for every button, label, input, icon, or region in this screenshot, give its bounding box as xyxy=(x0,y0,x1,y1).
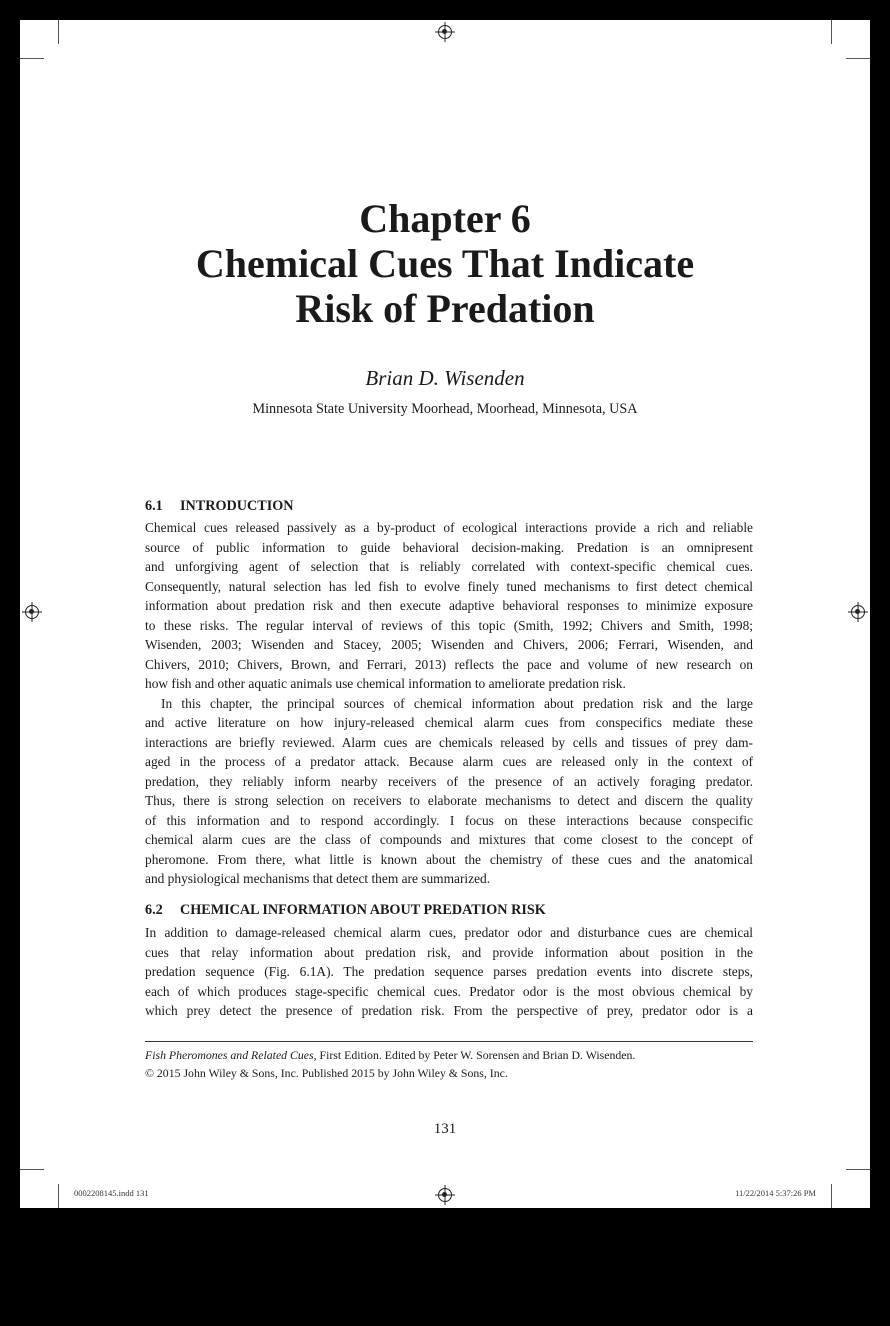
text-line: how fish and other aquatic animals use chemical information to ameliorate predation risk. xyxy=(145,676,626,691)
text-line: predation sequence (Fig. 6.1A). The predation sequence parses predation events into discrete steps, xyxy=(145,964,753,979)
text-line: In this chapter, the principal sources of chemical information about predation risk and the large xyxy=(161,695,753,711)
footnote-divider xyxy=(145,1041,753,1042)
section-number: 6.1 xyxy=(145,498,163,514)
registration-mark-icon xyxy=(438,25,452,39)
trim-mark xyxy=(846,1169,870,1170)
text-line: chemical alarm cues are the class of compounds and mixtures that come closest to the concept of xyxy=(145,832,753,847)
slug-timestamp: 11/22/2014 5:37:26 PM xyxy=(735,1188,816,1198)
slug-file-info: 0002208145.indd 131 xyxy=(74,1188,149,1198)
registration-mark-icon xyxy=(25,605,39,619)
text-line: source of public information to guide behavioral decision-making. Predation is an omnipresent xyxy=(145,539,753,555)
title-line: Chapter 6 xyxy=(359,196,531,241)
section-title: CHEMICAL INFORMATION ABOUT PREDATION RISK xyxy=(180,902,546,918)
page-number: 131 xyxy=(433,1121,457,1137)
text-line: Wisenden, 2003; Wisenden and Stacey, 2005; Wisenden and Chivers, 2006; Ferrari, Wisenden, and xyxy=(145,637,753,652)
book-page xyxy=(20,20,870,1208)
text-line: aged in the process of a predator attack. Because alarm cues are released only in the context of xyxy=(145,754,753,769)
trim-mark xyxy=(20,1169,44,1170)
text-line: interactions are briefly reviewed. Alarm cues are chemicals released by cells and tissues of prey dam- xyxy=(145,734,753,750)
trim-mark xyxy=(831,1184,832,1208)
author-name: Brian D. Wisenden xyxy=(365,366,525,390)
section-title: INTRODUCTION xyxy=(180,498,294,514)
text-line: Thus, there is strong selection on receivers to elaborate mechanisms to detect and discern the quality xyxy=(145,793,753,808)
section-heading-chemical-information xyxy=(145,902,546,919)
title-line: Risk of Predation xyxy=(295,286,595,331)
trim-mark xyxy=(58,1184,59,1208)
text-line: and unforgiving agent of selection that is reliably correlated with context-specific chemical cues. xyxy=(145,559,753,574)
footnote-line xyxy=(145,1046,753,1064)
text-line: Chivers, 2010; Chivers, Brown, and Ferrari, 2013) reflects the pace and volume of new research on xyxy=(145,656,753,672)
text-line: and active literature on how injury-released chemical alarm cues from conspecifics mediate these xyxy=(145,715,753,730)
section-heading-introduction xyxy=(145,498,294,515)
trim-mark xyxy=(58,20,59,44)
text-line: In addition to damage-released chemical alarm cues, predator odor and disturbance cues are chemical xyxy=(145,925,753,940)
copyright-footnote xyxy=(145,1046,753,1082)
text-line: to these risks. The regular interval of reviews of this topic (Smith, 1992; Chivers and Smith, 1998; xyxy=(145,617,753,633)
text-line: of this information and to respond accordingly. I focus on these interactions because conspecific xyxy=(145,812,753,828)
trim-mark xyxy=(846,58,870,59)
section-body-chemical-information xyxy=(145,923,753,1021)
text-line: and physiological mechanisms that detect them are summarized. xyxy=(145,871,491,886)
author-affiliation: Minnesota State University Moorhead, Moorhead, Minnesota, USA xyxy=(252,401,638,417)
text-line: cues that relay information about predation risk, and provide information about position in the xyxy=(145,944,753,960)
text-line: Consequently, natural selection has led fish to evolve finely tuned mechanisms to first detect chemical xyxy=(145,578,753,594)
text-line: which prey detect the presence of predation risk. From the perspective of prey, predator odor is a xyxy=(145,1003,753,1018)
chapter-title xyxy=(20,196,870,331)
book-title: Fish Pheromones and Related Cues xyxy=(145,1048,314,1062)
text-line: each of which produces stage-specific chemical cues. Predator odor is the most obvious chemical by xyxy=(145,983,753,999)
section-body-introduction xyxy=(145,518,753,889)
section-number: 6.2 xyxy=(145,902,163,918)
footnote-line: © 2015 John Wiley & Sons, Inc. Published 2015 by John Wiley & Sons, Inc. xyxy=(145,1066,508,1080)
edition-info: , First Edition. Edited by Peter W. Sorensen and Brian D. Wisenden. xyxy=(313,1048,636,1062)
text-line: Chemical cues released passively as a by-product of ecological interactions provide a rich and reliable xyxy=(145,520,753,535)
registration-mark-icon xyxy=(851,605,865,619)
text-line: pheromone. From there, what little is known about the chemistry of these cues and the anatomical xyxy=(145,851,753,867)
text-line: predation, they reliably inform nearby receivers of the presence of an actively foraging predator. xyxy=(145,773,753,789)
text-line: information about predation risk and then execute adaptive behavioral responses to minimize exposure xyxy=(145,598,753,613)
registration-mark-icon xyxy=(438,1188,452,1202)
trim-mark xyxy=(20,58,44,59)
title-line: Chemical Cues That Indicate xyxy=(195,241,695,286)
trim-mark xyxy=(831,20,832,44)
